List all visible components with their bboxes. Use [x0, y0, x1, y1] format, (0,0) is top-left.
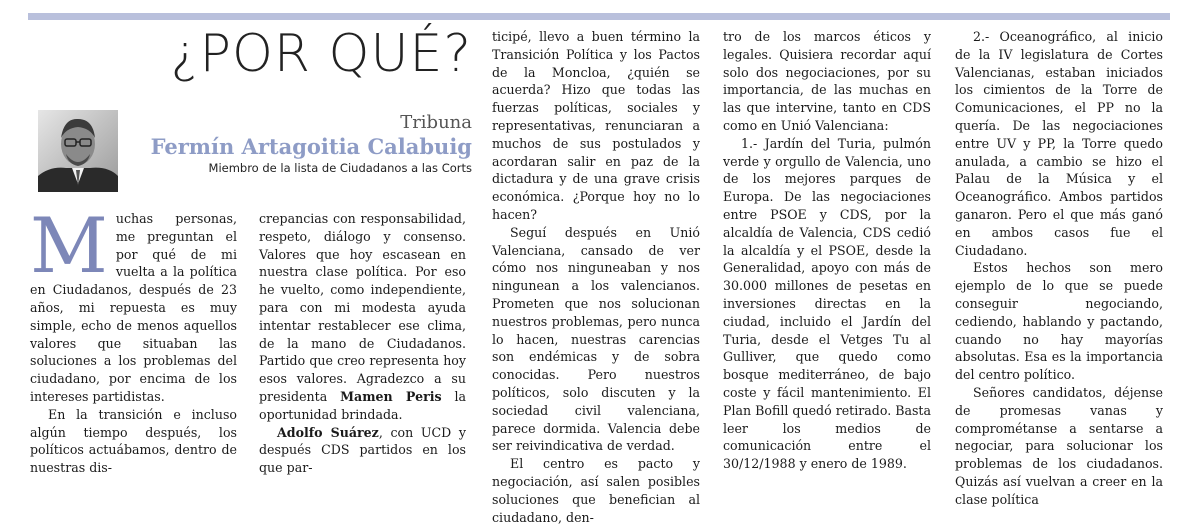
byline [151, 112, 472, 176]
paragraph: Adolfo Suárez, con UCD y después CDS partidos en los que par- [259, 424, 466, 476]
author-portrait-icon [38, 110, 118, 192]
article-title: ¿POR QUÉ? [170, 24, 472, 84]
text-column-4 [723, 28, 931, 473]
paragraph: tro de los marcos éticos y legales. Quisiera recordar aquí solo dos negociaciones, por su importancia, de las muchas en las que intervine, tanto en CDS como en Unió Valenciana: [723, 29, 931, 133]
paragraph: En la transición e incluso algún tiempo después, los políticos actuábamos, dentro de nuestras dis- [30, 406, 237, 476]
paragraph: 2.- Oceanográfico, al inicio de la IV legislatura de Cortes Valencianas, estaban iniciados los cimientos de la Torre de Comunicaciones, el PP no la quería. De las negociaciones entre UV y PP, la Torre quedo anulada, a cambio se hizo el Palau de la Música y el Oceanográfico. Ambos partidos ganaron. Pero el que más ganó en ambos casos fue el Ciudadano. [955, 29, 1163, 258]
author-role: Miembro de la lista de Ciudadanos a las Corts [208, 161, 472, 175]
paragraph: crepancias con responsabilidad, respeto, diálogo y consenso. Valores que hoy escasean en nuestra clase política. Por eso he vuelto, como independiente, para con mi modesta ayuda intentar restablecer ese clima, de la mano de Ciudadanos. Partido que creo representa hoy esos valores. Agradezco a su presidenta Mamen Peris la oportunidad brindada. [259, 211, 466, 422]
text-column-2 [259, 210, 466, 477]
text-column-3 [492, 28, 700, 526]
paragraph: Seguí después en Unió Valenciana, cansado de ver cómo nos ninguneaban y nos ningunean a los valencianos. Prometen que nos solucionan nuestros problemas, pero nunca lo hacen, nuestras carencias son endémicas y de sobra conocidas. Pero nuestros políticos, solo discuten y la sociedad civil valenciana, parece dormida. Valencia debe ser reivindicativa de verdad. [492, 224, 700, 454]
text-column-5 [955, 28, 1163, 509]
author-name: Fermín Artagoitia Calabuig [150, 134, 472, 159]
top-accent-bar [28, 13, 1170, 20]
paragraph: Muchas personas, me preguntan el por qué de mi vuelta a la política en Ciudadanos, después de 23 años, mi repuesta es muy simple, echo de menos aquellos valores que situaban las soluciones a los problemas del ciudadano, por encima de los intereses partidistas. [30, 201, 237, 404]
paragraph: Señores candidatos, déjense de promesas vanas y comprométanse a sentarse a negociar, para solucionar los problemas de los ciudadanos. Quizás así vuelvan a creer en la clase política [955, 384, 1163, 507]
paragraph: ticipé, llevo a buen término la Transición Política y los Pactos de la Moncloa, ¿quién se acuerda? Hizo que todas las fuerzas políticas, sociales y representativas, renunciaran a muchos de sus postulados y acordaran salir en paz de la dictadura y de una grave crisis económica. ¿Porque hoy no lo hacen? [492, 29, 700, 222]
section-label: Tribuna [400, 112, 472, 133]
paragraph: 1.- Jardín del Turia, pulmón verde y orgullo de Valencia, uno de los mejores parques de Europa. De las negociaciones entre PSOE y CDS, por la alcaldía de Valencia, CDS cedió la alcaldía y el PSOE, desde la Generalidad, apoyo con más de 30.000 millones de pesetas en inversiones directas en la ciudad, incluido el Jardín del Turia, desde el Vetges Tu al Gulliver, que quedo como bosque mediterráneo, de bajo coste y fácil mantenimiento. El Plan Bofill quedó retirado. Basta leer los medios de comunicación entre el 30/12/1988 y enero de 1989. [723, 135, 932, 472]
text-column-1 [30, 201, 237, 477]
paragraph: El centro es pacto y negociación, así salen posibles soluciones que benefician al ciudadano, den- [492, 456, 700, 525]
bold-name: Adolfo Suárez [277, 424, 379, 440]
bold-name: Mamen Peris [340, 388, 442, 404]
drop-cap: M [30, 201, 108, 290]
paragraph: Estos hechos son mero ejemplo de lo que se puede conseguir negociando, cediendo, hablando y pactando, cuando no hay mayorías absolutas. Esa es la importancia del centro político. [955, 260, 1163, 383]
